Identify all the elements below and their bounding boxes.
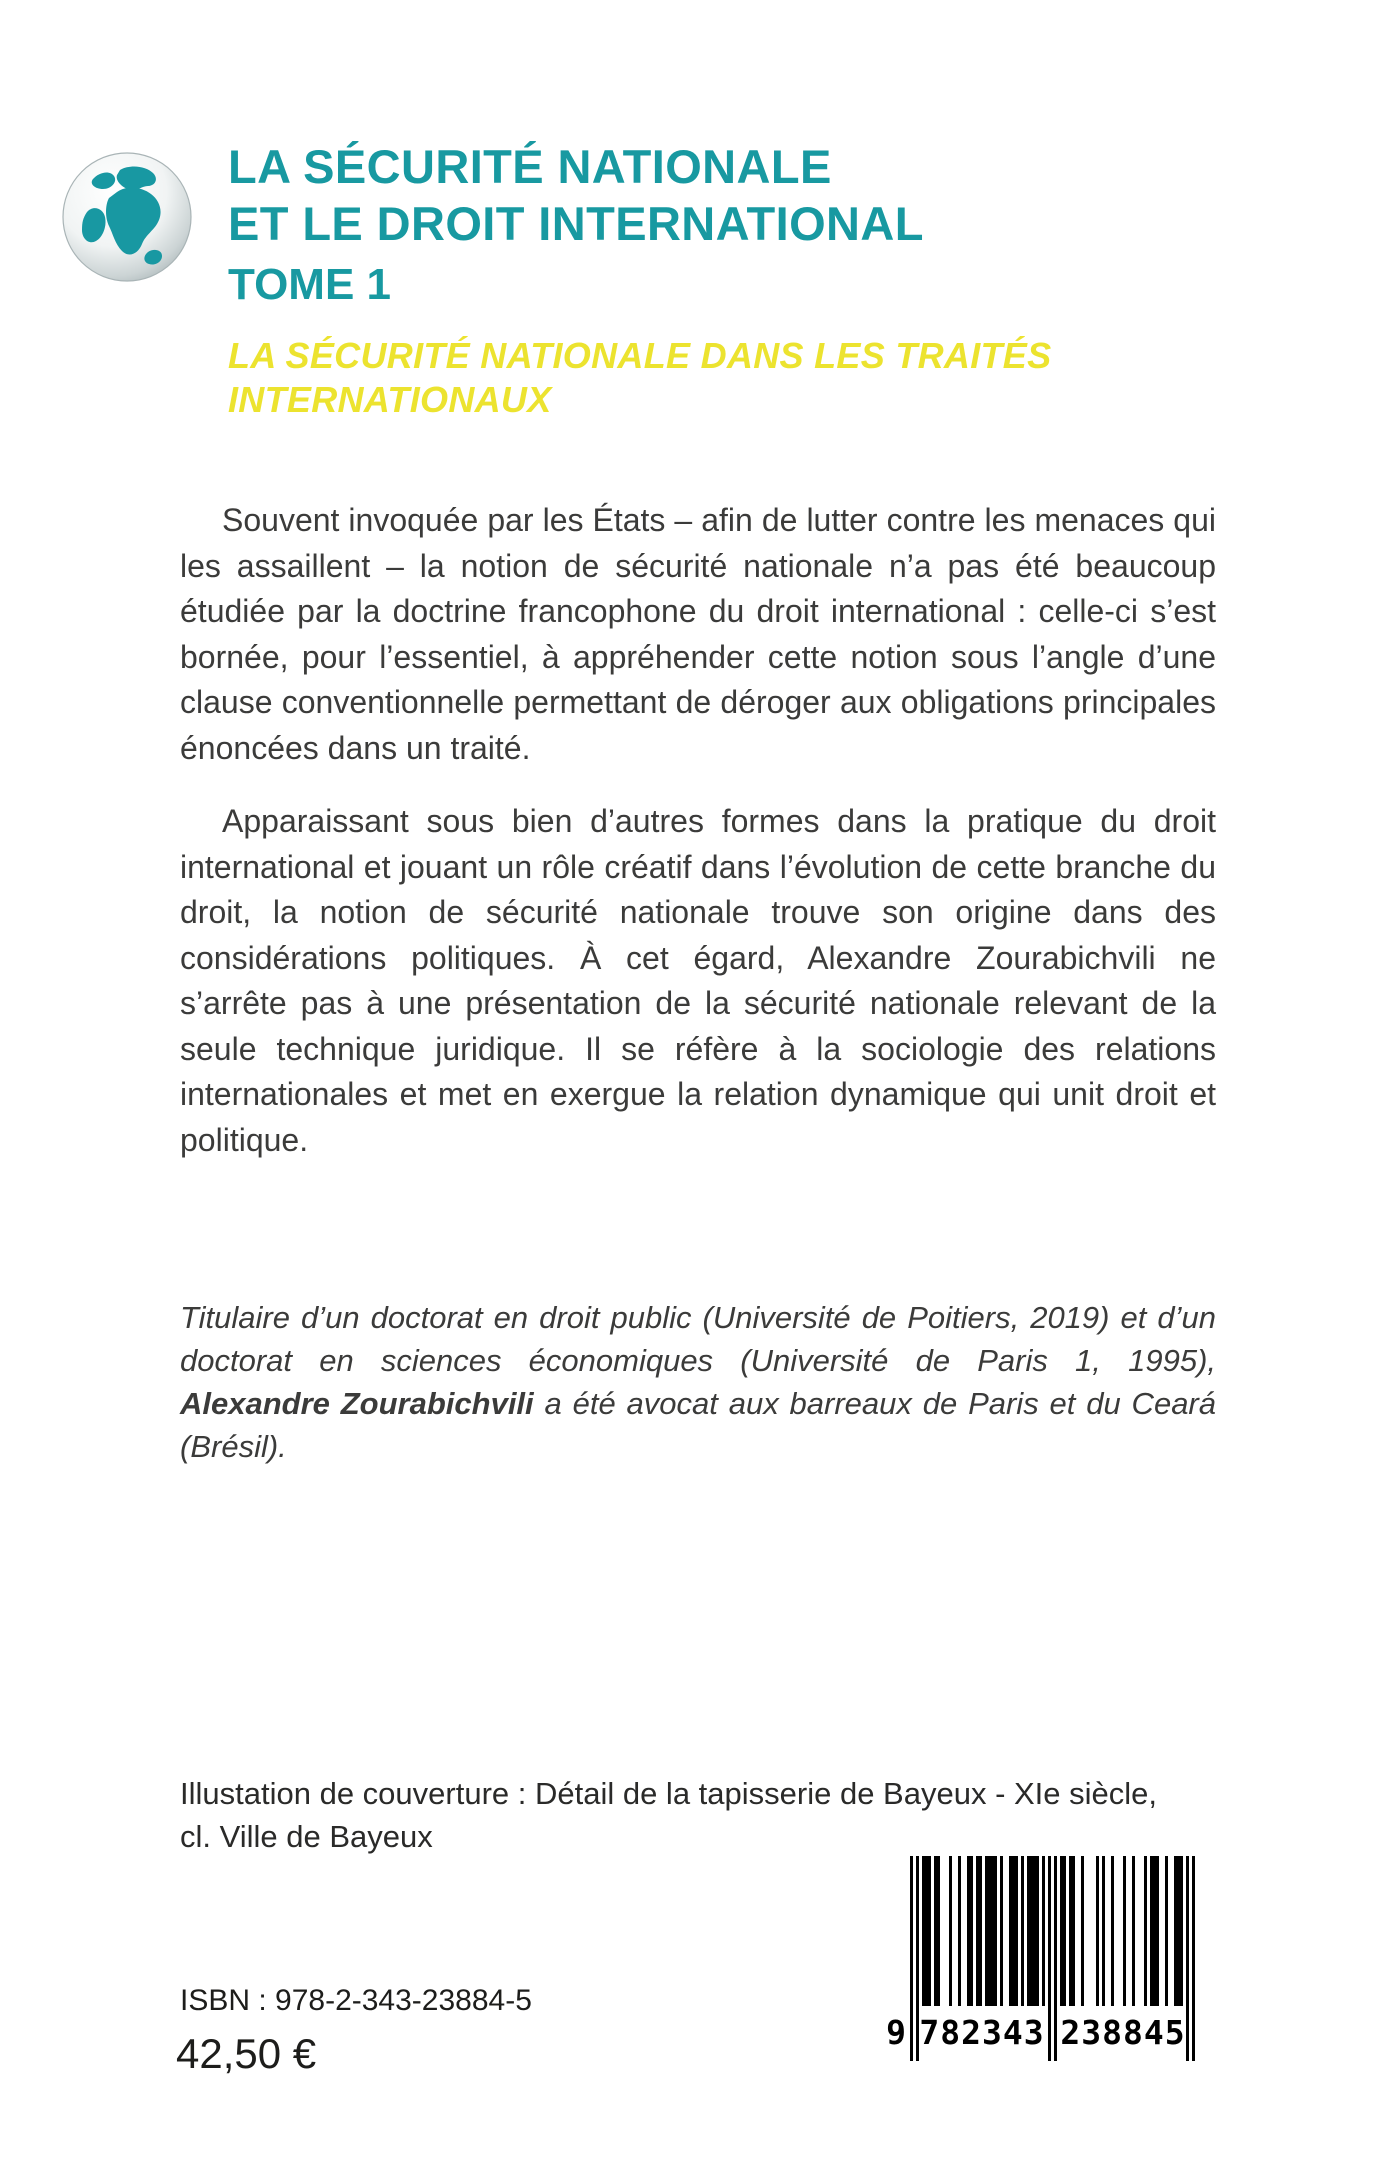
illustration-credit-line1: Illustation de couverture : Détail de la tapisserie de Bayeux - XIe siècle,: [180, 1776, 1158, 1811]
blurb-paragraph-1: Souvent invoquée par les États – afin de lutter contre les menaces qui les assaillent – la notion de sécurité nationale n’a pas été beaucoup étudiée par la doctrine francophone du droit international : celle-ci s’est bornée, pour l’essentiel, à appréhender cette notion sous l’angle d’une clause conventionnelle permettant de déroger aux obligations principales énoncées dans un traité.: [180, 502, 1216, 766]
back-cover-blurb: [180, 498, 1216, 1191]
globe-icon: [60, 150, 194, 284]
tome-label: TOME 1: [228, 260, 392, 309]
author-name: Alexandre Zourabichvili: [180, 1386, 534, 1421]
barcode-digit-lead: 9: [886, 2013, 906, 2052]
book-title-line1: LA SÉCURITÉ NATIONALE: [228, 140, 832, 193]
book-title-line2: ET LE DROIT INTERNATIONAL: [228, 197, 924, 250]
author-bio: [180, 1296, 1216, 1468]
barcode-digit-group1: 782343: [919, 2013, 1045, 2052]
barcode-digit-group2: 238845: [1060, 2013, 1186, 2052]
bio-text-after: a été avocat aux barreaux de Paris et du Ceará (Brésil).: [180, 1386, 1216, 1464]
illustration-credit: [180, 1772, 1216, 1858]
price-label: 42,50 €: [176, 2030, 317, 2077]
isbn-label: ISBN : 978-2-343-23884-5: [180, 1984, 532, 2017]
collection-subtitle: LA SÉCURITÉ NATIONALE DANS LES TRAITÉS INTERNATIONAUX: [228, 335, 1052, 420]
barcode: [880, 1856, 1205, 2068]
title-block: [228, 138, 1348, 422]
blurb-paragraph-2: Apparaissant sous bien d’autres formes dans la pratique du droit international et jouant un rôle créatif dans l’évolution de cette branche du droit, la notion de sécurité nationale trouve son origine dans des considérations politiques. À cet égard, Alexandre Zourabichvili ne s’arrête pas à une présentation de la sécurité nationale relevant de la seule technique juridique. Il se réfère à la sociologie des relations internationales et met en exergue la relation dynamique qui unit droit et politique.: [180, 803, 1216, 1158]
illustration-credit-line2: cl. Ville de Bayeux: [180, 1819, 433, 1854]
bio-text-before: Titulaire d’un doctorat en droit public (Université de Poitiers, 2019) et d’un doctorat en sciences économiques (Université de Paris 1, 1995),: [180, 1300, 1216, 1378]
